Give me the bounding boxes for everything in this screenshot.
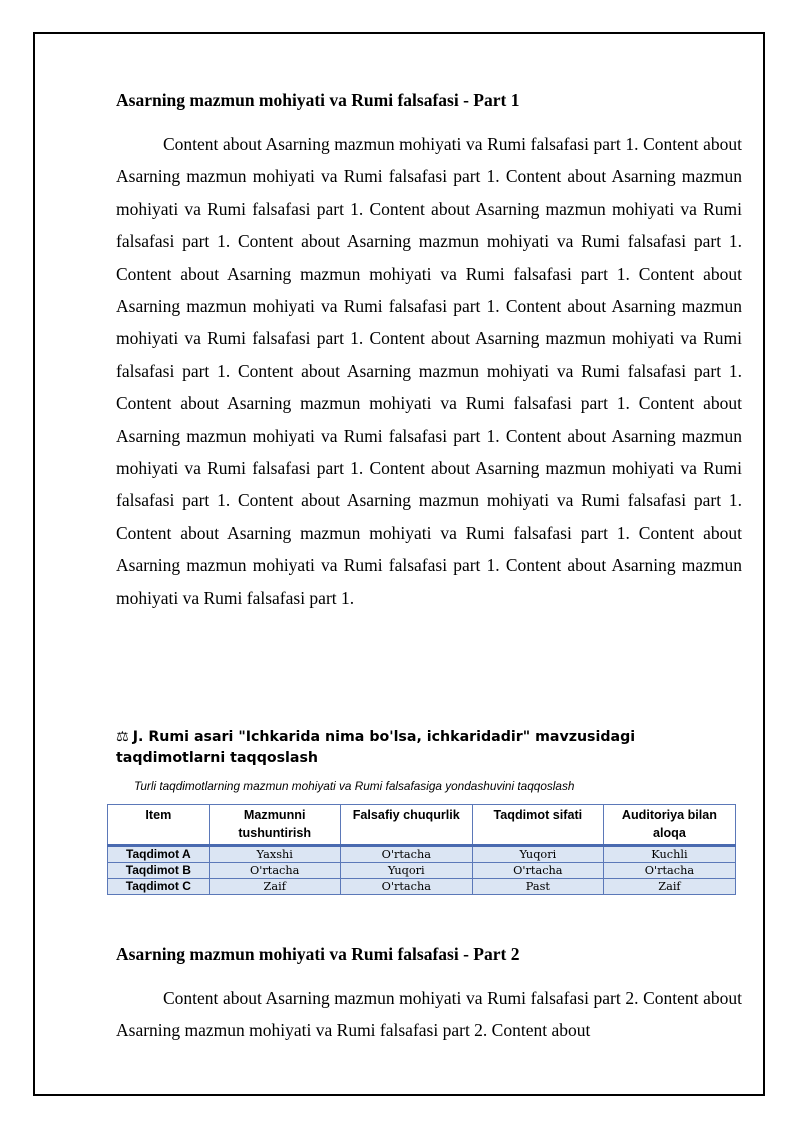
table-caption: Turli taqdimotlarning mazmun mohiyati va Rumi falsafasiga yondashuvini taqqoslash (134, 779, 575, 793)
column-header-quality: Taqdimot sifati (472, 805, 603, 846)
table-cell: O'rtacha (472, 863, 603, 879)
table-title-text: J. Rumi asari "Ichkarida nima bo'lsa, ichkaridadir" mavzusidagi taqdimotlarni taqqoslash (116, 729, 636, 766)
section-2-heading: Asarning mazmun mohiyati va Rumi falsafasi - Part 2 (116, 944, 520, 964)
row-label: Taqdimot A (108, 846, 210, 863)
table-cell: Yuqori (472, 846, 603, 863)
table-cell: Yaxshi (209, 846, 340, 863)
table-row (108, 879, 736, 895)
table-cell: O'rtacha (603, 863, 735, 879)
table-cell: Zaif (603, 879, 735, 895)
table-row (108, 846, 736, 863)
section-1-paragraph: Content about Asarning mazmun mohiyati va Rumi falsafasi part 1. Content about Asarning mazmun mohiyati va Rumi falsafasi part 1. Content about Asarning mazmun mohiyati va Rumi falsafasi part 1. Content about Asarning mazmun mohiyati va Rumi falsafasi part 1. Content about Asarning mazmun mohiyati va Rumi falsafasi part 1. Content about Asarning mazmun mohiyati va Rumi falsafasi part 1. Content about Asarning mazmun mohiyati va Rumi falsafasi part 1. Content about Asarning mazmun mohiyati va Rumi falsafasi part 1. Content about Asarning mazmun mohiyati va Rumi falsafasi part 1. Content about Asarning mazmun mohiyati va Rumi falsafasi part 1. Content about Asarning mazmun mohiyati va Rumi falsafasi part 1. Content about Asarning mazmun mohiyati va Rumi falsafasi part 1. Content about Asarning mazmun mohiyati va Rumi falsafasi part 1. Content about Asarning mazmun mohiyati va Rumi falsafasi part 1. Content about Asarning mazmun mohiyati va Rumi falsafasi part 1. Content about Asarning mazmun mohiyati va Rumi falsafasi part 1. Content about Asarning mazmun mohiyati va Rumi falsafasi part 1. Content about Asarning mazmun mohiyati va Rumi falsafasi part 1. (116, 134, 742, 608)
table-cell: O'rtacha (340, 879, 472, 895)
table-header-row (108, 805, 736, 846)
table-cell: Kuchli (603, 846, 735, 863)
column-header-explanation: Mazmunni tushuntirish (209, 805, 340, 846)
row-label: Taqdimot C (108, 879, 210, 895)
table-cell: O'rtacha (340, 846, 472, 863)
section-1 (116, 89, 742, 614)
section-2-paragraph: Content about Asarning mazmun mohiyati va Rumi falsafasi part 2. Content about Asarning mazmun mohiyati va Rumi falsafasi part 2. Content about (116, 988, 742, 1041)
column-header-item: Item (108, 805, 210, 846)
row-label: Taqdimot B (108, 863, 210, 879)
section-1-heading: Asarning mazmun mohiyati va Rumi falsafasi - Part 1 (116, 90, 520, 110)
table-cell: Yuqori (340, 863, 472, 879)
table-title (116, 727, 742, 769)
table-cell: O'rtacha (209, 863, 340, 879)
scale-icon: ⚖ (116, 729, 129, 745)
comparison-table (107, 804, 736, 895)
table-cell: Zaif (209, 879, 340, 895)
table-row (108, 863, 736, 879)
section-2 (116, 943, 742, 1047)
column-header-audience: Auditoriya bilan aloqa (603, 805, 735, 846)
column-header-depth: Falsafiy chuqurlik (340, 805, 472, 846)
table-cell: Past (472, 879, 603, 895)
